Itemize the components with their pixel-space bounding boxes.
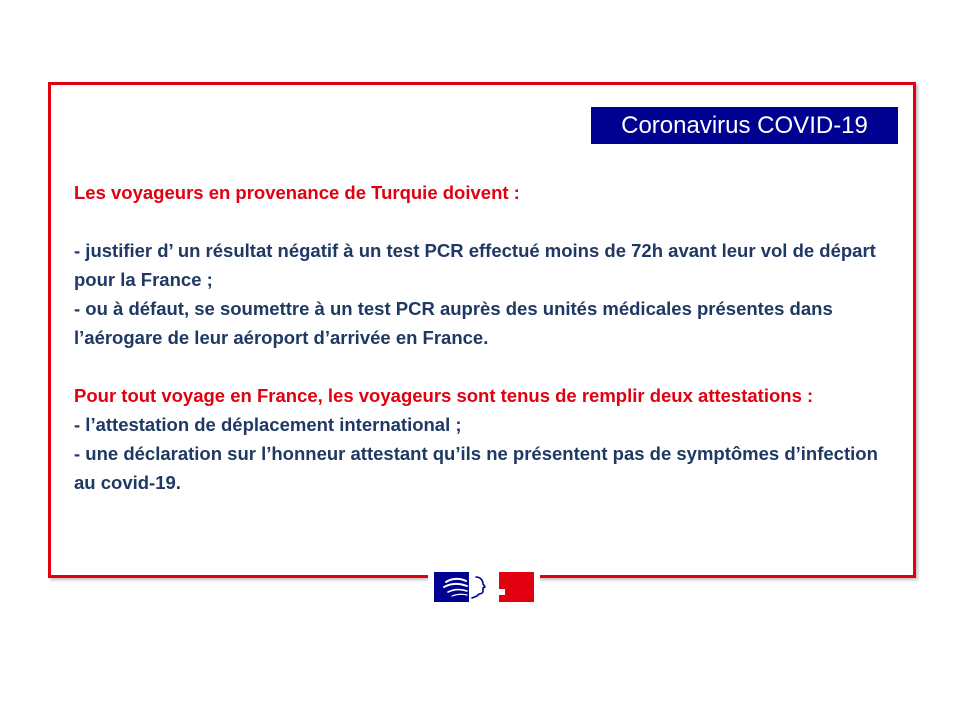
covid-banner: Coronavirus COVID-19 <box>591 107 898 144</box>
attestation-sworn-declaration: - une déclaration sur l’honneur attestant qu’ils ne présentent pas de symptômes d’infection au covid-19. <box>74 443 878 493</box>
marianne-logo-icon <box>434 571 534 603</box>
requirement-pcr-before-flight: - justifier d’ un résultat négatif à un test PCR effectué moins de 72h avant leur vol de départ pour la France ; <box>74 240 876 290</box>
paragraph-spacer <box>74 352 894 381</box>
paragraph-spacer <box>74 207 894 236</box>
heading-attestations: Pour tout voyage en France, les voyageurs sont tenus de remplir deux attestations : <box>74 385 814 406</box>
announcement-text <box>74 178 894 497</box>
attestation-international-travel: - l’attestation de déplacement international ; <box>74 414 462 435</box>
heading-travelers-from-turkey: Les voyageurs en provenance de Turquie doivent : <box>74 182 520 203</box>
requirement-pcr-on-arrival: - ou à défaut, se soumettre à un test PCR auprès des unités médicales présentes dans l’aérogare de leur aéroport d’arrivée en France. <box>74 298 833 348</box>
